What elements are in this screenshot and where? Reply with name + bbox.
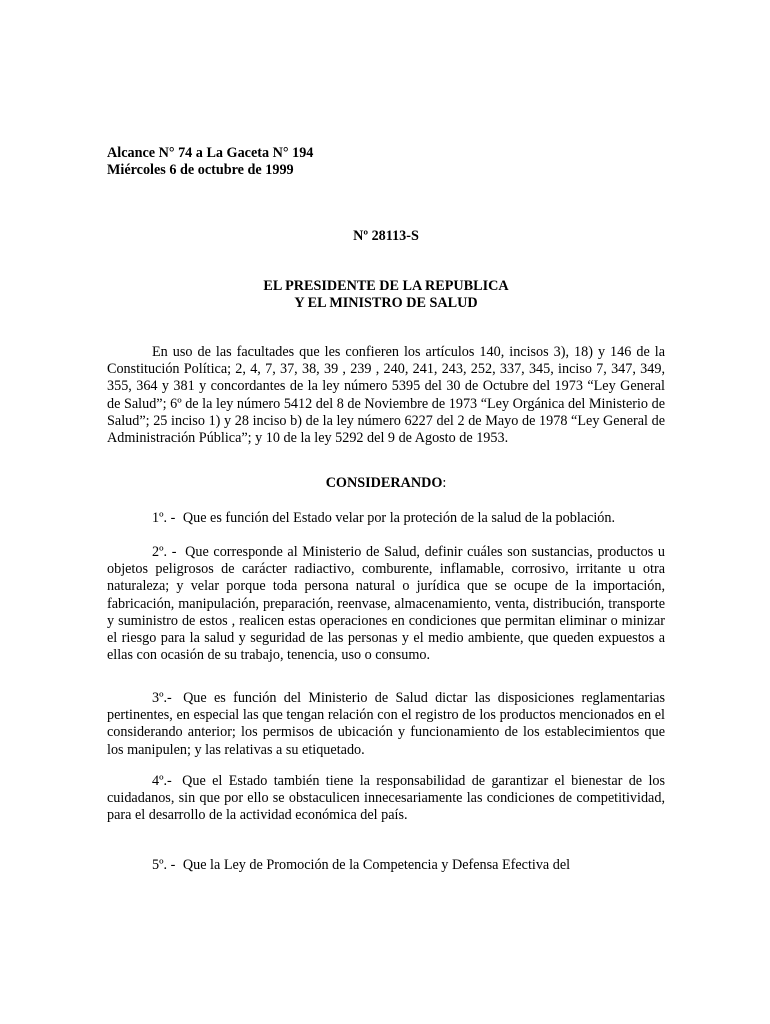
authority-heading bbox=[107, 278, 665, 312]
item-number: 3º.- bbox=[152, 690, 172, 706]
item-text: Que es función del Ministerio de Salud dictar las disposiciones reglamentarias pertinentes, en especial las que tengan relación con el registro de los productos mencionados en el considerando anterior; los permisos de ubicación y funcionamiento de los establecimientos que los manipulen; y las relativas a su etiquetado. bbox=[107, 690, 665, 758]
gazette-header bbox=[107, 145, 665, 179]
gazette-date: Miércoles 6 de octubre de 1999 bbox=[107, 162, 294, 179]
item-text: Que el Estado también tiene la responsabilidad de garantizar el bienestar de los cuidadanos, sin que por ello se obstaculicen innecesariamente las condiciones de competitividad, para el desarrollo de la actividad económica del país. bbox=[107, 773, 666, 824]
considerando-item-4 bbox=[107, 773, 665, 825]
item-text: Que corresponde al Ministerio de Salud, definir cuáles son sustancias, productos u objetos peligrosos de carácter radiactivo, comburente, inflamable, corrosivo, irritante u otra naturaleza; y velar porque toda persona natural o jurídica que se ocupe de la importación, fabricación, manipulación, preparación, reenvase, almacenamiento, venta, distribución, transporte y suministro de estos , realicen estas operaciones en condiciones que permitan eliminar o minizar el riesgo para la salud y seguridad de las personas y el medio ambiente, que queden expuestos a ellas con ocasión de su trabajo, tenencia, uso o consumo. bbox=[107, 544, 666, 664]
gazette-reference: Alcance N° 74 a La Gaceta N° 194 bbox=[107, 145, 314, 161]
considerando-item-3 bbox=[107, 690, 665, 759]
authority-line-1: EL PRESIDENTE DE LA REPUBLICA bbox=[263, 278, 509, 294]
item-text: Que la Ley de Promoción de la Competencia y Defensa Efectiva del bbox=[182, 857, 571, 873]
item-text: Que es función del Estado velar por la proteción de la salud de la población. bbox=[182, 510, 616, 526]
preamble-paragraph: En uso de las facultades que les confieren los artículos 140, incisos 3), 18) y 146 de la Constitución Política; 2, 4, 7, 37, 38, 39 , 239 , 240, 241, 243, 252, 337, 345, inciso 7, 347, 349, 355, 364 y 381 y concordantes de la ley número 5395 del 30 de Octubre del 1973 “Ley General de Salud”; 6º de la ley número 5412 del 8 de Noviembre de 1973 “Ley Orgánica del Ministerio de Salud”; 25 inciso 1) y 28 inciso b) de la ley número 6227 del 2 de Mayo de 1978 “Ley General de Administración Pública”; y 10 de la ley 5292 del 9 de Agosto de 1953. bbox=[107, 344, 665, 447]
considerando-item-2 bbox=[107, 544, 665, 664]
considerando-title: CONSIDERANDO bbox=[325, 475, 443, 491]
item-number: 4º.- bbox=[152, 773, 172, 789]
considerando-item-5 bbox=[107, 857, 665, 874]
item-number: 1º. - bbox=[152, 510, 176, 526]
considerando-heading bbox=[107, 475, 665, 492]
item-number: 5º. - bbox=[152, 857, 176, 873]
item-number: 2º. - bbox=[152, 544, 177, 560]
decree-number: Nº 28113-S bbox=[353, 228, 419, 244]
authority-line-2: Y EL MINISTRO DE SALUD bbox=[294, 295, 478, 312]
considerando-colon: : bbox=[442, 475, 447, 491]
considerando-item-1 bbox=[107, 510, 665, 527]
